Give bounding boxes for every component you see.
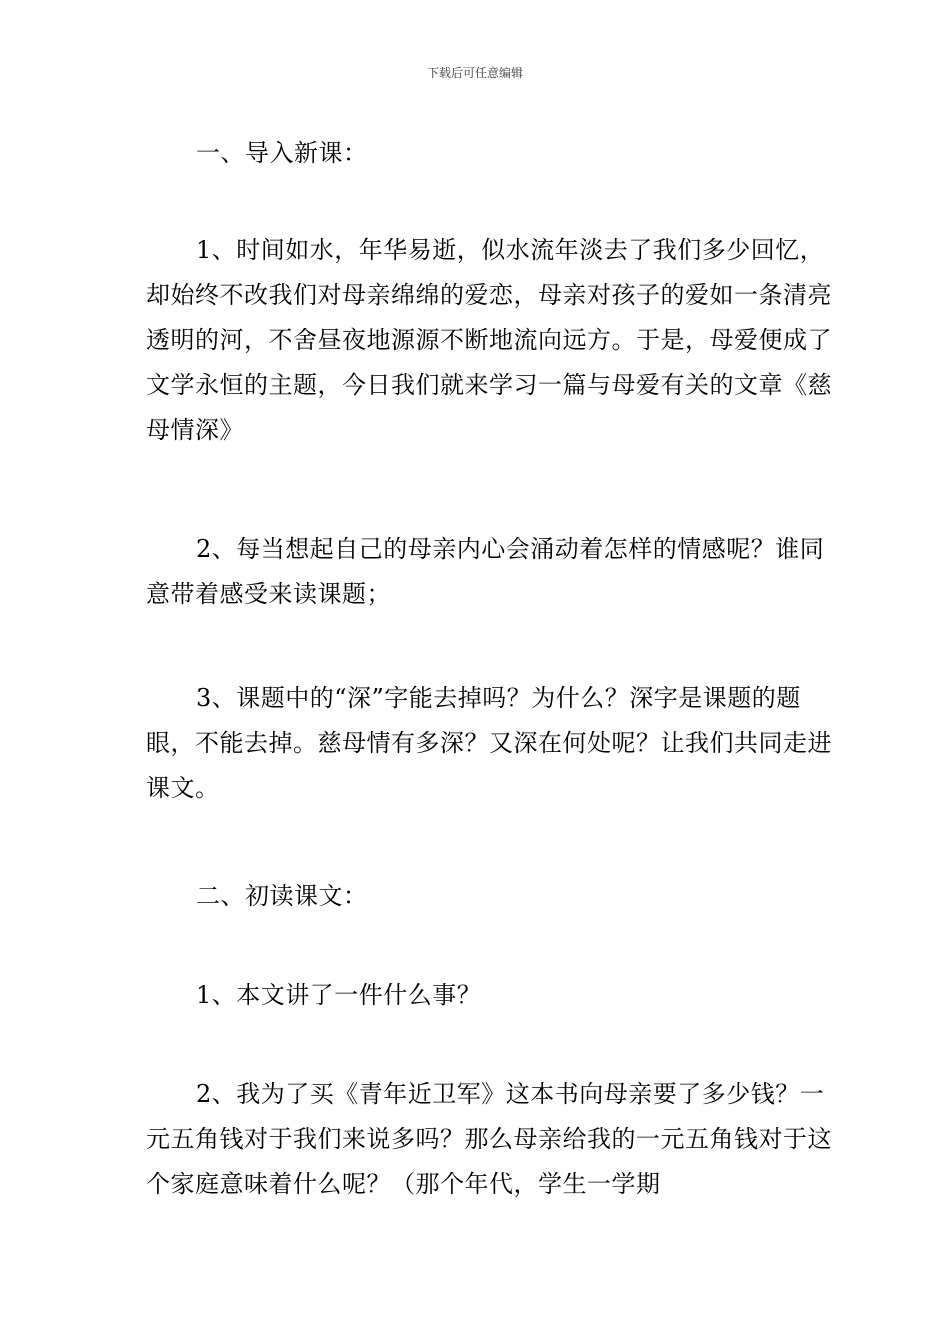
section-heading-1: 一、导入新课： [196,139,368,167]
paragraph-2: 2、每当想起自己的母亲内心会涌动着怎样的情感呢？谁同意带着感受来读课题； [146,535,825,608]
section-heading-2: 二、初读课文： [196,882,368,910]
paragraph-1: 1、时间如水，年华易逝，似水流年淡去了我们多少回忆，却始终不改我们对母亲绵绵的爱恋，母亲对孩子的爱如一条清亮透明的河，不舍昼夜地源源不断地流向远方。于是，母爱便成了文学永恒的主题，今日我们就来学习一篇与母爱有关的文章《慈母情深》 [146,236,832,444]
page-header-note: 下载后可任意编辑 [426,66,523,80]
paragraph-3: 3、课题中的“深”字能去掉吗？为什么？深字是课题的题眼，不能去掉。慈母情有多深？又深在何处呢？让我们共同走进课文。 [146,684,832,802]
paragraph-5: 2、我为了买《青年近卫军》这本书向母亲要了多少钱？一元五角钱对于我们来说多吗？那么母亲给我的一元五角钱对于这个家庭意味着什么呢？（那个年代，学生一学期 [146,1080,832,1198]
paragraph-4: 1、本文讲了一件什么事？ [196,981,482,1009]
